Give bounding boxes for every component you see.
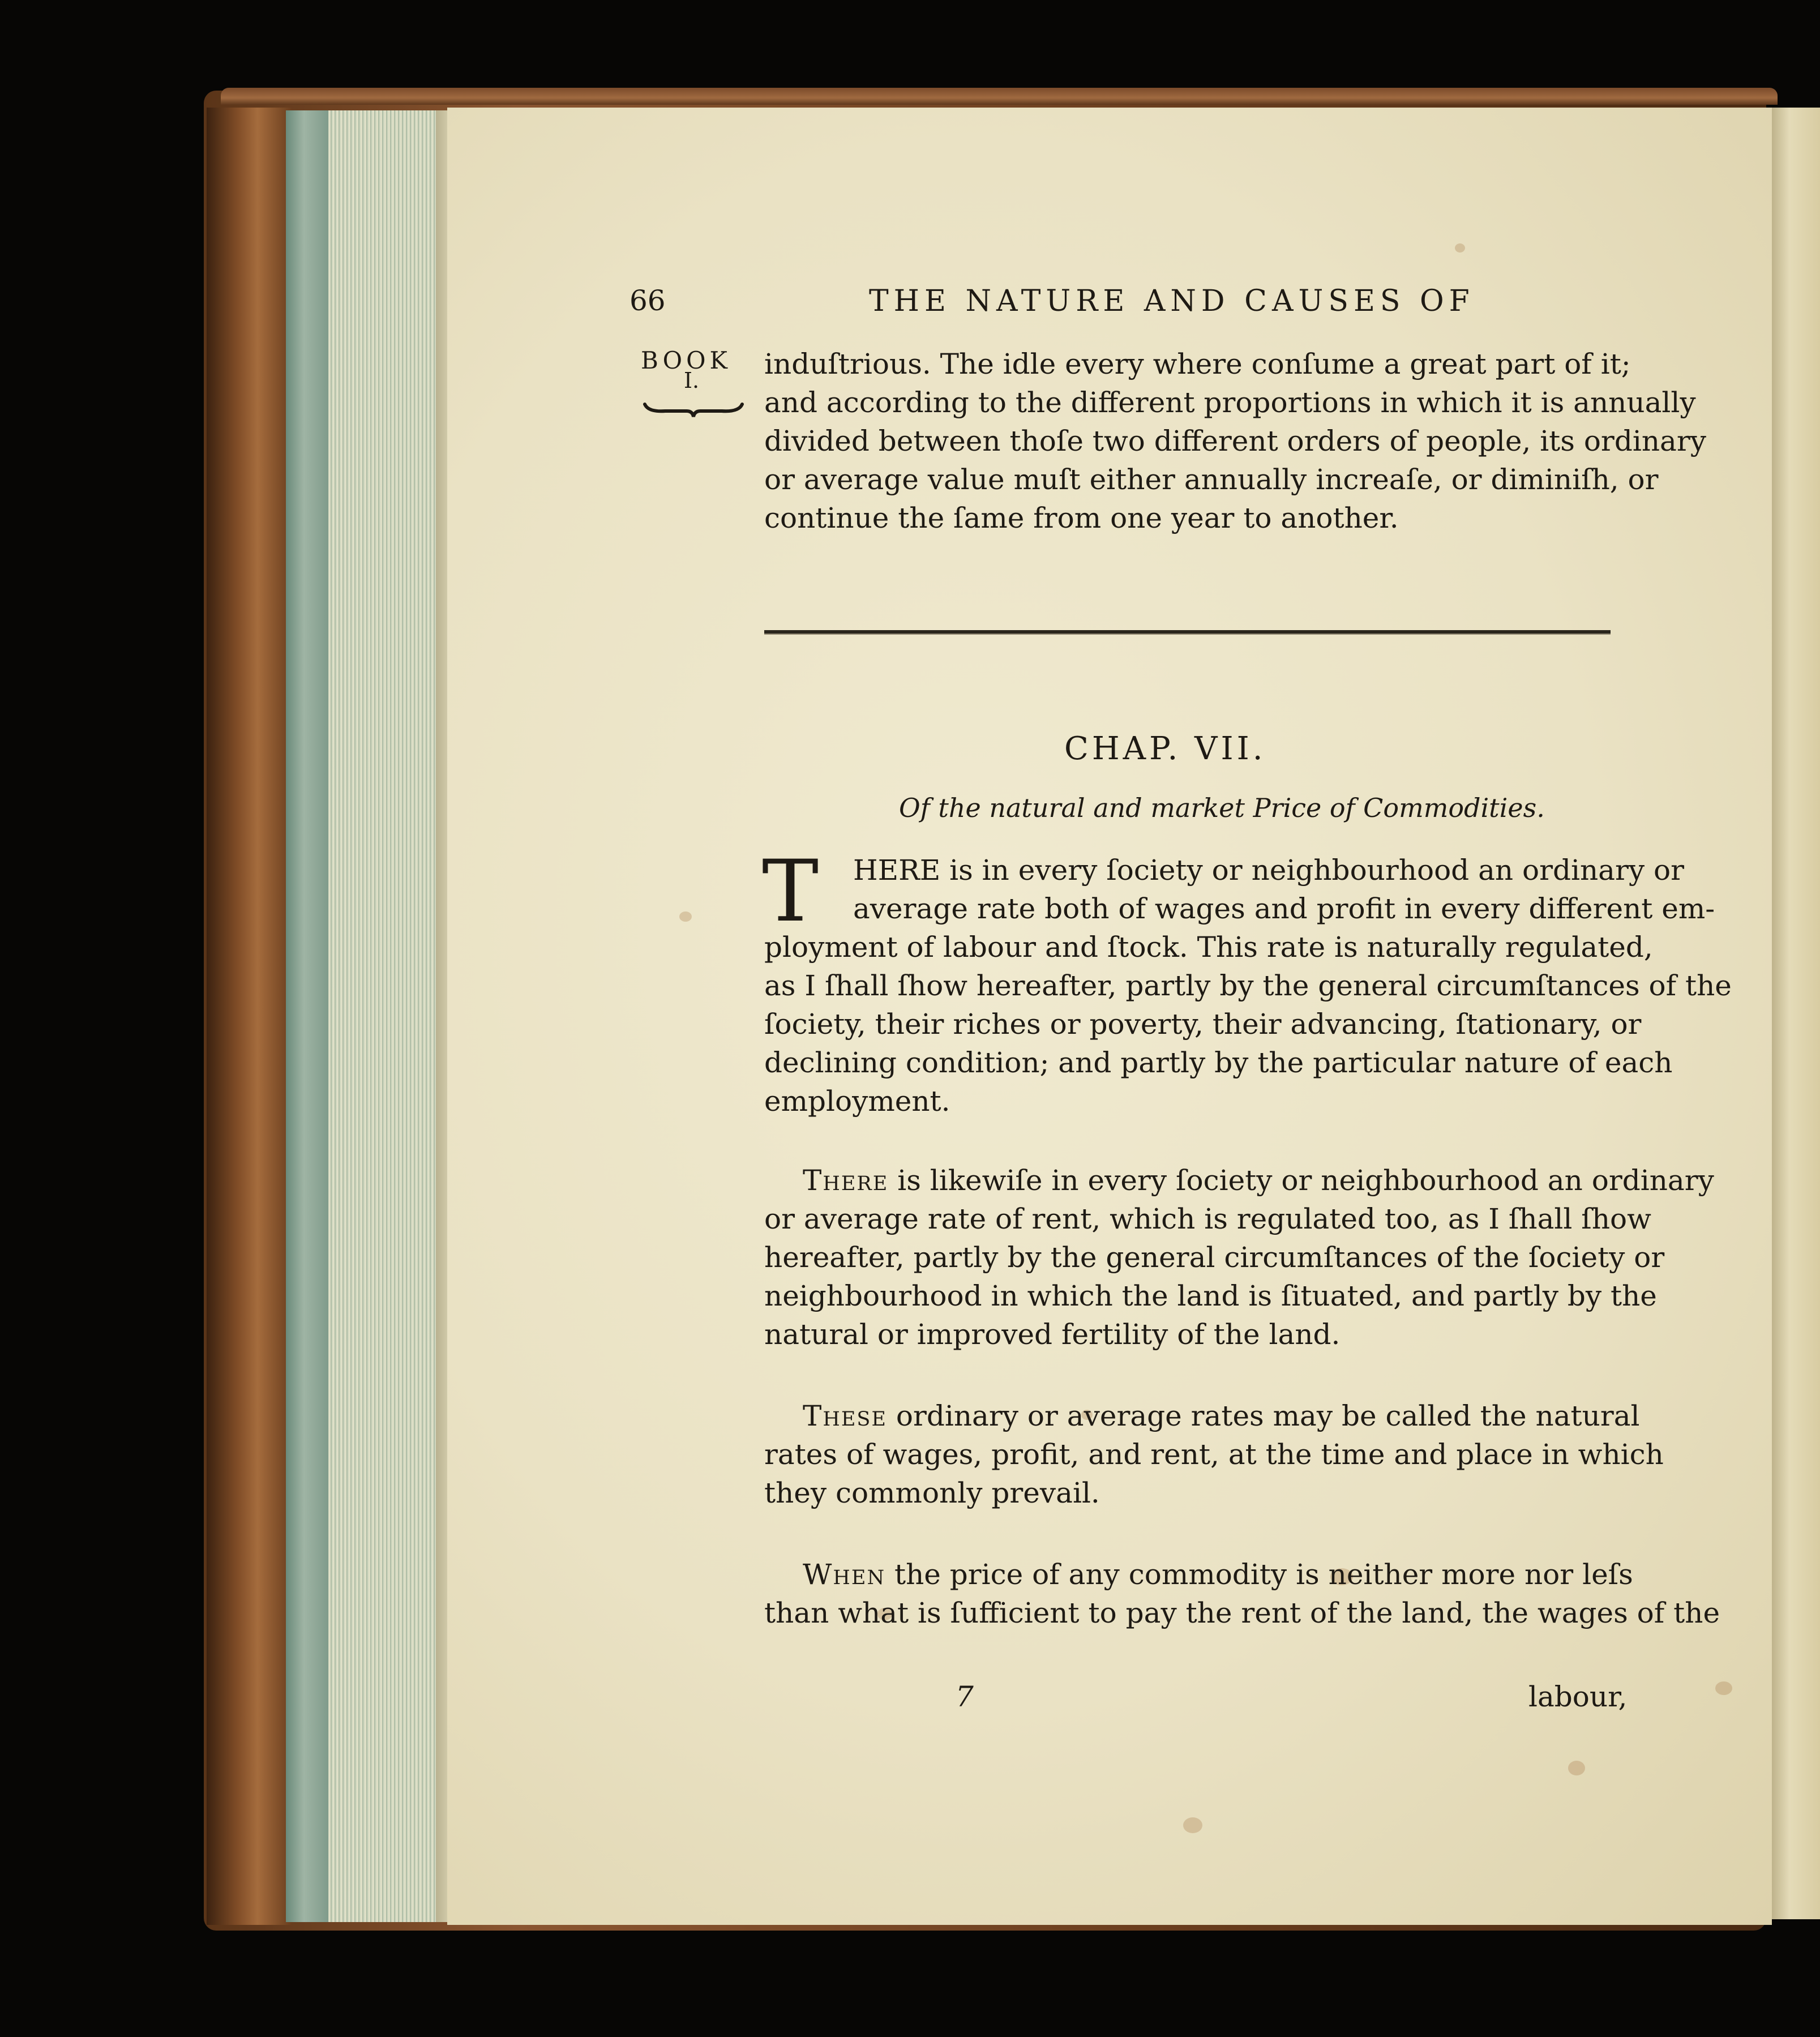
foxing-spot <box>679 911 692 922</box>
text-line: continue the ſame from one year to another. <box>764 502 1399 534</box>
text-line <box>803 1400 1640 1432</box>
text-line: employment. <box>764 1085 950 1118</box>
chapter-rule <box>764 630 1611 635</box>
text-line: natural or improved fertility of the land. <box>764 1318 1341 1351</box>
foxing-spot <box>1183 1817 1202 1833</box>
line-text: is likewiſe in every ſociety or neighbourhood an ordinary <box>888 1164 1714 1197</box>
text-line: they commonly prevail. <box>764 1477 1100 1509</box>
drop-cap: T <box>762 842 819 941</box>
text-line: and according to the different proportions in which it is annually <box>764 386 1696 419</box>
brace-ornament <box>643 396 744 419</box>
line-text: the price of any commodity is neither more nor leſs <box>885 1558 1633 1591</box>
text-line: or average rate of rent, which is regulated too, as I ſhall ſhow <box>764 1202 1651 1235</box>
foxing-spot <box>1715 1681 1732 1695</box>
signature-mark: 7 <box>956 1680 974 1713</box>
chapter-title: CHAP. VII. <box>1064 730 1266 767</box>
text-line: rates of wages, profit, and rent, at the time and place in which <box>764 1438 1664 1471</box>
book-side-number: I. <box>684 368 700 393</box>
text-line: ſociety, their riches or poverty, their advancing, ſtationary, or <box>764 1008 1642 1041</box>
foxing-spot <box>1455 243 1465 253</box>
chapter-subtitle: Of the natural and market Price of Commodities. <box>899 793 1545 823</box>
book-spine <box>207 108 292 1925</box>
foxing-spot <box>1568 1761 1585 1775</box>
line-text: ordinary or average rates may be called the natural <box>887 1400 1640 1432</box>
lead-word: When <box>803 1558 886 1591</box>
text-line: average rate both of wages and profit in every different em- <box>853 892 1715 925</box>
paper-block-edge <box>286 110 331 1922</box>
text-line: hereafter, partly by the general circumſtances of the ſociety or <box>764 1241 1665 1274</box>
facing-page-sliver <box>1769 108 1820 1919</box>
text-line: induſtrious. The idle every where conſume a great part of it; <box>764 348 1631 380</box>
text-line: than what is ſufficient to pay the rent of the land, the wages of the <box>764 1597 1720 1629</box>
book-side-label: BOOK <box>641 346 731 374</box>
text-line <box>803 1558 1633 1591</box>
text-line: declining condition; and partly by the particular nature of each <box>764 1046 1673 1079</box>
text-line: neighbourhood in which the land is ſituated, and partly by the <box>764 1279 1657 1312</box>
text-line: divided between thoſe two different orders of people, its ordinary <box>764 425 1706 457</box>
text-line: as I ſhall ſhow hereafter, partly by the general circumſtances of the <box>764 969 1732 1002</box>
catchword: labour, <box>1528 1680 1628 1713</box>
text-line: HERE is in every ſociety or neighbourhood an ordinary or <box>853 854 1685 887</box>
text-line: ployment of labour and ſtock. This rate is naturally regulated, <box>764 931 1653 964</box>
text-line: or average value muſt either annually increaſe, or diminiſh, or <box>764 463 1659 496</box>
text-line <box>803 1164 1714 1197</box>
lead-word: These <box>803 1400 887 1432</box>
page-number: 66 <box>629 284 666 317</box>
book-top-edge <box>221 88 1778 105</box>
lead-word: There <box>803 1164 889 1197</box>
page-edges <box>328 110 442 1922</box>
running-head: THE NATURE AND CAUSES OF <box>869 284 1475 318</box>
